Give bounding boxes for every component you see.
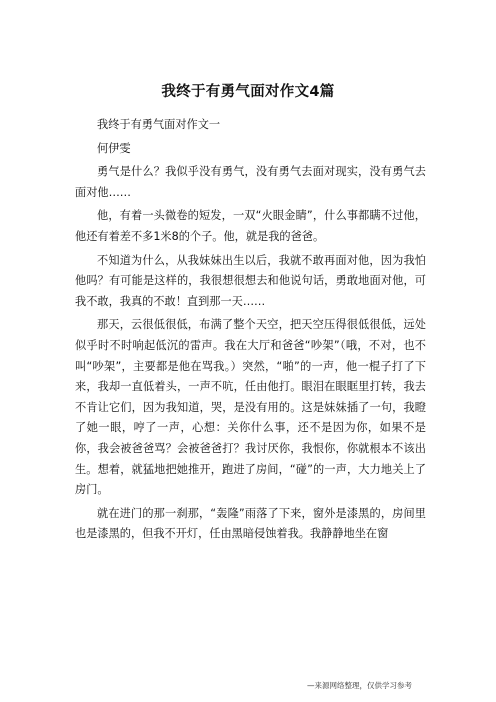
paragraph: 他，有着一头微卷的短发，一双“火眼金睛”，什么事都瞒不过他，他还有着差不多1米8的个子。他，就是我的爸爸。 xyxy=(75,209,426,243)
paragraph: 那天，云很低很低，布满了整个天空，把天空压得很低很低，远处似乎时不时响起低沉的雷声。我在大厅和爸爸“吵架”（哦，不对，也不叫“吵架”，主要都是他在骂我。）突然，“啪”的一声，他一棍子打了下来，我却一直低着头，一声不吭，任由他打。眼泪在眼眶里打转，我去不肯让它们，因为我知道，哭，是没有用的。这是妹妹插了一句，我瞪了她一眼，哼了一声，心想：关你什么事，还不是因为你，如果不是你，我会被爸爸骂？会被爸爸打？我讨厌你，我恨你，你就根本不该出生。想着，就猛地把她推开，跑进了房间，“碰”的一声，大力地关上了房门。 xyxy=(75,318,426,497)
paragraph: 我终于有勇气面对作文一 xyxy=(97,118,221,131)
paragraph: 不知道为什么，从我妹妹出生以后，我就不敢再面对他，因为我怕他吗？有可能是这样的，我很想很想去和他说句话，勇敢地面对他，可我不敢，我真的不敢！直到那一天…… xyxy=(75,253,426,308)
document-title: 我终于有勇气面对作文4篇 xyxy=(161,84,335,100)
footer-source-note: —来源网络整理，仅供学习参考 xyxy=(307,681,412,690)
paragraph: 勇气是什么？我似乎没有勇气，没有勇气去面对现实，没有勇气去面对他…… xyxy=(75,165,426,199)
paragraph: 就在进门的那一刹那，“轰隆”雨落了下来，窗外是漆黑的，房间里也是漆黑的，但我不开灯，任由黑暗侵蚀着我。我静静地坐在窗 xyxy=(75,506,426,541)
document-body xyxy=(75,115,426,548)
paragraph: 何伊雯 xyxy=(97,141,131,155)
